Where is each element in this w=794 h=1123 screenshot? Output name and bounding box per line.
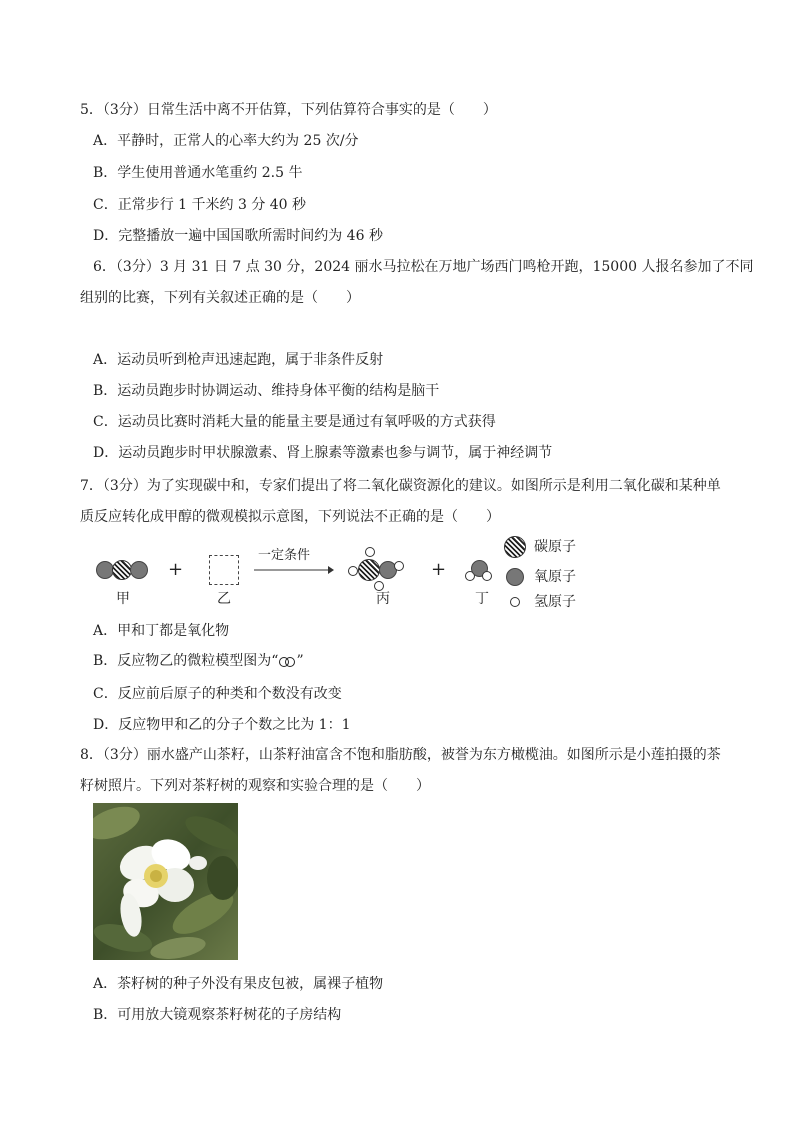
question-6-stem-line1: 6．（3分）3 月 31 日 7 点 30 分，2024 丽水马拉松在万地广场西门鸣枪开跑，15000 人报名参加了不同 [93, 259, 754, 275]
bing-carbon-atom [358, 559, 380, 581]
jia-carbon-atom [112, 560, 132, 580]
plus-sign-1: + [168, 559, 184, 580]
bing-hydrogen-atom-right [394, 561, 404, 571]
question-6-option-d: D．运动员跑步时甲状腺激素、肾上腺素等激素也参与调节，属于神经调节 [93, 445, 553, 461]
unknown-molecule-box [209, 555, 239, 585]
question-7-option-b [93, 651, 304, 671]
question-6-option-c: C．运动员比赛时消耗大量的能量主要是通过有氧呼吸的方式获得 [93, 414, 496, 430]
bing-hydrogen-atom-top [365, 547, 375, 557]
question-8-option-a: A．茶籽树的种子外没有果皮包被，属裸子植物 [93, 976, 384, 992]
question-7-option-b-text: B．反应物乙的微粒模型图为“ [93, 653, 279, 669]
camellia-flower-photo [93, 803, 238, 960]
reaction-arrow [254, 565, 334, 575]
bing-hydrogen-atom-bottom [374, 581, 384, 591]
question-6-option-a: A．运动员听到枪声迅速起跑，属于非条件反射 [93, 352, 384, 368]
question-7-stem-line1: 7．（3分）为了实现碳中和，专家们提出了将二氧化碳资源化的建议。如图所示是利用二氧化碳和某种单 [80, 478, 721, 494]
label-ding: 丁 [475, 591, 489, 607]
question-5-option-a: A．平静时，正常人的心率大约为 25 次/分 [93, 133, 359, 149]
label-bing: 丙 [376, 591, 390, 607]
question-6-option-b: B．运动员跑步时协调运动、维持身体平衡的结构是脑干 [93, 383, 440, 399]
ding-hydrogen-atom-right [482, 571, 492, 581]
legend-carbon-icon [504, 536, 526, 558]
reaction-diagram [90, 533, 610, 618]
legend-carbon-label: 碳原子 [534, 539, 576, 555]
h2-molecule-icon [279, 656, 295, 666]
question-5-option-d: D．完整播放一遍中国国歌所需时间约为 46 秒 [93, 228, 383, 244]
label-jia: 甲 [116, 591, 130, 607]
label-yi: 乙 [217, 591, 231, 607]
legend-hydrogen-label: 氢原子 [534, 594, 576, 610]
legend-hydrogen-icon [510, 597, 520, 607]
question-8-stem-line1: 8．（3分）丽水盛产山茶籽，山茶籽油富含不饱和脂肪酸，被誉为东方橄榄油。如图所示是小莲拍摄的茶 [80, 747, 721, 763]
question-5-option-c: C．正常步行 1 千米约 3 分 40 秒 [93, 197, 307, 213]
question-5-stem: 5．（3分）日常生活中离不开估算，下列估算符合事实的是（ ） [80, 102, 497, 118]
jia-oxygen-atom-right [130, 561, 148, 579]
plus-sign-2: + [431, 559, 447, 580]
question-8-option-b: B．可用放大镜观察茶籽树花的子房结构 [93, 1007, 342, 1023]
question-7-option-c: C．反应前后原子的种类和个数没有改变 [93, 686, 342, 702]
question-7-option-d: D．反应物甲和乙的分子个数之比为 1：1 [93, 717, 351, 733]
question-7-option-b-close: ” [296, 653, 304, 669]
question-8-stem-line2: 籽树照片。下列对茶籽树的观察和实验合理的是（ ） [80, 778, 430, 794]
legend-oxygen-icon [506, 568, 524, 586]
question-5-option-b: B．学生使用普通水笔重约 2.5 牛 [93, 165, 303, 181]
reaction-condition: 一定条件 [258, 548, 311, 563]
legend-oxygen-label: 氧原子 [534, 569, 576, 585]
question-7-option-a: A．甲和丁都是氧化物 [93, 623, 230, 639]
bing-hydrogen-atom-left [348, 566, 358, 576]
question-6-stem-line2: 组别的比赛，下列有关叙述正确的是（ ） [80, 290, 360, 306]
question-7-stem-line2: 质反应转化成甲醇的微观模拟示意图，下列说法不正确的是（ ） [80, 509, 500, 525]
